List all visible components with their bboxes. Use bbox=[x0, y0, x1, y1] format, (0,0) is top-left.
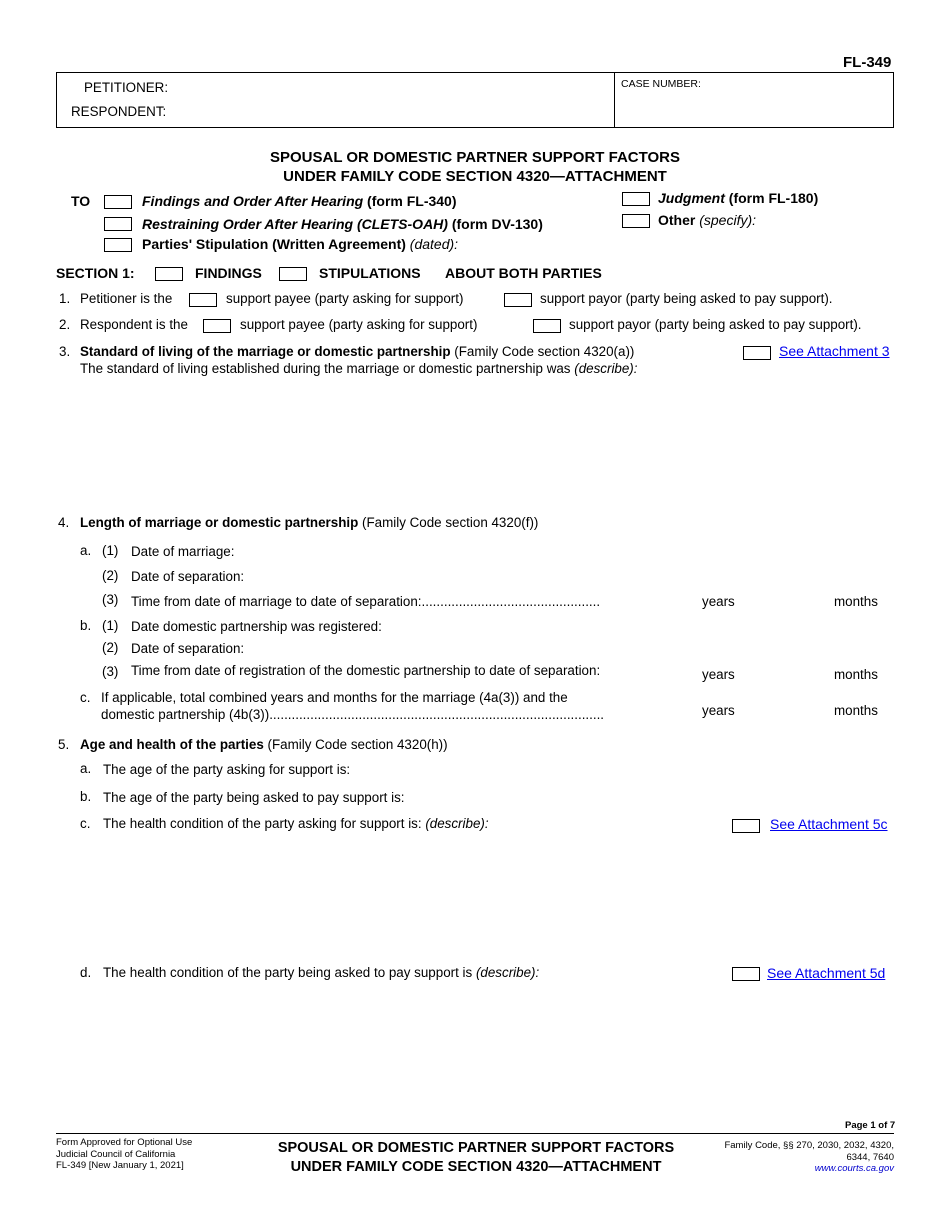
stipulation-label bbox=[142, 236, 458, 252]
other-specify-field[interactable] bbox=[760, 212, 890, 228]
item1-text: Petitioner is the bbox=[80, 291, 173, 306]
item4c-line2: domestic partnership (4b(3)).......................................................................................... bbox=[101, 707, 605, 722]
item4a2-number: (2) bbox=[102, 568, 119, 583]
item4-title-text: Length of marriage or domestic partnership bbox=[80, 515, 359, 530]
restraining-order-form: (form DV-130) bbox=[447, 216, 543, 232]
item4a1-text: Date of marriage: bbox=[131, 544, 235, 559]
item4-code: (Family Code section 4320(f)) bbox=[358, 515, 539, 530]
judgment-label bbox=[658, 190, 818, 206]
footer-title-line1: SPOUSAL OR DOMESTIC PARTNER SUPPORT FACTORS bbox=[277, 1140, 675, 1156]
item4b3-months-field[interactable] bbox=[770, 666, 825, 682]
item5-code: (Family Code section 4320(h)) bbox=[263, 737, 448, 752]
respondent-field[interactable] bbox=[169, 103, 599, 119]
footer-left bbox=[56, 1137, 192, 1172]
section1-about-label: ABOUT BOTH PARTIES bbox=[445, 265, 602, 281]
item4-number: 4. bbox=[58, 515, 70, 530]
item5d-description-field[interactable] bbox=[103, 990, 888, 1100]
stipulation-date-field[interactable] bbox=[460, 236, 610, 252]
findings-order-label bbox=[142, 193, 457, 209]
judgment-checkbox[interactable] bbox=[622, 192, 650, 206]
item5-title-text: Age and health of the parties bbox=[80, 737, 264, 752]
findings-order-form: (form FL-340) bbox=[363, 193, 457, 209]
item1-payee-checkbox[interactable] bbox=[189, 293, 217, 307]
restraining-order-checkbox[interactable] bbox=[104, 217, 132, 231]
item5d-describe: (describe): bbox=[472, 965, 540, 980]
item4-title bbox=[80, 515, 538, 530]
petitioner-label: PETITIONER: bbox=[84, 80, 169, 95]
item2-number: 2. bbox=[59, 317, 71, 332]
other-checkbox[interactable] bbox=[622, 214, 650, 228]
other-title: Other bbox=[658, 212, 696, 228]
item5a-text: The age of the party asking for support is: bbox=[103, 762, 351, 777]
petitioner-field[interactable] bbox=[169, 79, 599, 95]
item4a1-number: (1) bbox=[102, 543, 119, 558]
item1-payee-label: support payee (party asking for support) bbox=[226, 291, 464, 306]
other-specify: (specify): bbox=[695, 212, 757, 228]
item4b3-years-label: years bbox=[702, 667, 735, 682]
item3-attachment-link[interactable]: See Attachment 3 bbox=[779, 343, 890, 359]
footer-title-line2: UNDER FAMILY CODE SECTION 4320—ATTACHMENT bbox=[290, 1159, 662, 1175]
item4c-line1: If applicable, total combined years and months for the marriage (4a(3)) and the bbox=[101, 690, 568, 705]
footer-left-line1: Form Approved for Optional Use bbox=[56, 1137, 193, 1148]
item1-number: 1. bbox=[59, 291, 71, 306]
footer-left-line2: Judicial Council of California bbox=[56, 1148, 176, 1160]
respondent-label: RESPONDENT: bbox=[71, 104, 167, 119]
caption-box bbox=[56, 72, 894, 128]
item4a3-number: (3) bbox=[102, 592, 119, 607]
footer-right-line1: Family Code, §§ 270, 2030, 2032, 4320, bbox=[724, 1140, 894, 1151]
footer-rule bbox=[56, 1133, 894, 1134]
item5d-text bbox=[103, 965, 539, 980]
item5-title bbox=[80, 737, 448, 752]
item5c-description-field[interactable] bbox=[103, 842, 888, 952]
item5d-label: d. bbox=[80, 965, 92, 980]
item4b3-years-field[interactable] bbox=[650, 666, 695, 682]
other-label bbox=[658, 212, 756, 228]
footer-right bbox=[724, 1140, 894, 1175]
footer-left-line3: FL-349 [New January 1, 2021] bbox=[56, 1160, 184, 1171]
item3-title-text: Standard of living of the marriage or domestic partnership bbox=[80, 344, 451, 359]
item5c-attachment-checkbox[interactable] bbox=[732, 819, 760, 833]
item3-title bbox=[80, 344, 634, 359]
item4c-label: c. bbox=[80, 690, 91, 705]
item3-attachment-checkbox[interactable] bbox=[743, 346, 771, 360]
item5a-label: a. bbox=[80, 761, 92, 776]
item3-line2 bbox=[80, 361, 638, 376]
date-of-marriage-field[interactable] bbox=[250, 543, 450, 559]
footer-right-line2: 6344, 7640 bbox=[846, 1151, 894, 1163]
case-number-label: CASE NUMBER: bbox=[621, 78, 701, 90]
restraining-order-title: Restraining Order After Hearing (CLETS-OAH) bbox=[142, 216, 448, 232]
item4a3-years-label: years bbox=[702, 594, 735, 609]
item3-number: 3. bbox=[59, 344, 71, 359]
item5c-text-main: The health condition of the party asking for support is: bbox=[103, 816, 422, 831]
item4b2-text: Date of separation: bbox=[131, 641, 245, 656]
item4c-months-label: months bbox=[834, 703, 878, 718]
item4c-years-field[interactable] bbox=[650, 702, 695, 718]
item4b3-number: (3) bbox=[102, 664, 119, 679]
section1-stipulations-checkbox[interactable] bbox=[279, 267, 307, 281]
findings-order-title: Findings and Order After Hearing bbox=[142, 193, 364, 209]
item5c-attachment-link[interactable]: See Attachment 5c bbox=[770, 816, 888, 832]
item4b3-text: Time from date of registration of the domestic partnership to date of separation: bbox=[131, 663, 601, 678]
item4a2-text: Date of separation: bbox=[131, 569, 245, 584]
item4a3-text: Time from date of marriage to date of separation:................................................ bbox=[131, 594, 601, 609]
section1-stipulations-label: STIPULATIONS bbox=[319, 265, 421, 281]
case-number-field[interactable] bbox=[623, 97, 883, 115]
title-line-1: SPOUSAL OR DOMESTIC PARTNER SUPPORT FACTORS bbox=[269, 149, 681, 166]
item2-payor-checkbox[interactable] bbox=[533, 319, 561, 333]
judgment-form: (form FL-180) bbox=[724, 190, 819, 206]
date-of-separation-b-field[interactable] bbox=[260, 640, 460, 656]
stipulation-checkbox[interactable] bbox=[104, 238, 132, 252]
item5c-describe: (describe): bbox=[421, 816, 489, 831]
item1-payor-checkbox[interactable] bbox=[504, 293, 532, 307]
item5c-label: c. bbox=[80, 816, 91, 831]
caption-divider bbox=[614, 73, 615, 127]
item1-payor-label: support payor (party being asked to pay support). bbox=[540, 291, 833, 306]
age-party-paying-field[interactable] bbox=[425, 789, 575, 805]
stipulation-dated: (dated): bbox=[405, 236, 459, 252]
item4c-years-label: years bbox=[702, 703, 735, 718]
date-partnership-registered-field[interactable] bbox=[400, 618, 600, 634]
courts-url-link[interactable]: www.courts.ca.gov bbox=[814, 1163, 894, 1174]
section1-findings-checkbox[interactable] bbox=[155, 267, 183, 281]
item4a-label: a. bbox=[80, 543, 92, 558]
date-of-separation-a-field[interactable] bbox=[260, 568, 460, 584]
title-line-2: UNDER FAMILY CODE SECTION 4320—ATTACHMENT bbox=[283, 168, 667, 185]
item3-code: (Family Code section 4320(a)) bbox=[450, 344, 635, 359]
item5b-label: b. bbox=[80, 789, 92, 804]
item2-text: Respondent is the bbox=[80, 317, 188, 332]
findings-order-checkbox[interactable] bbox=[104, 195, 132, 209]
stipulation-title: Parties' Stipulation (Written Agreement) bbox=[142, 236, 406, 252]
item2-payee-checkbox[interactable] bbox=[203, 319, 231, 333]
item5d-attachment-checkbox[interactable] bbox=[732, 967, 760, 981]
form-id: FL-349 bbox=[843, 54, 892, 71]
item5c-text bbox=[103, 816, 489, 831]
item4c-months-field[interactable] bbox=[770, 702, 825, 718]
to-label: TO bbox=[71, 193, 91, 209]
item4b1-text: Date domestic partnership was registered: bbox=[131, 619, 382, 634]
judgment-title: Judgment bbox=[658, 190, 725, 206]
section1-label: SECTION 1: bbox=[56, 265, 135, 281]
item5d-attachment-link[interactable]: See Attachment 5d bbox=[767, 965, 886, 981]
age-party-asking-field[interactable] bbox=[370, 761, 520, 777]
item2-payee-label: support payee (party asking for support) bbox=[240, 317, 478, 332]
item3-description-field[interactable] bbox=[80, 385, 890, 500]
page-number: Page 1 of 7 bbox=[845, 1120, 896, 1131]
item4a3-years-field[interactable] bbox=[650, 593, 695, 609]
item4b3-months-label: months bbox=[834, 667, 878, 682]
item4a3-months-field[interactable] bbox=[770, 593, 825, 609]
item3-describe: (describe): bbox=[570, 361, 638, 376]
item5d-text-main: The health condition of the party being asked to pay support is bbox=[103, 965, 473, 980]
section1-findings-label: FINDINGS bbox=[195, 265, 262, 281]
item2-payor-label: support payor (party being asked to pay support). bbox=[569, 317, 862, 332]
item5b-text: The age of the party being asked to pay support is: bbox=[103, 790, 405, 805]
item5-number: 5. bbox=[58, 737, 70, 752]
item3-line2-text: The standard of living established during the marriage or domestic partnership was bbox=[80, 361, 571, 376]
item4b-label: b. bbox=[80, 618, 92, 633]
item4a3-months-label: months bbox=[834, 594, 878, 609]
restraining-order-label bbox=[142, 216, 543, 232]
item4b2-number: (2) bbox=[102, 640, 119, 655]
item4b1-number: (1) bbox=[102, 618, 119, 633]
